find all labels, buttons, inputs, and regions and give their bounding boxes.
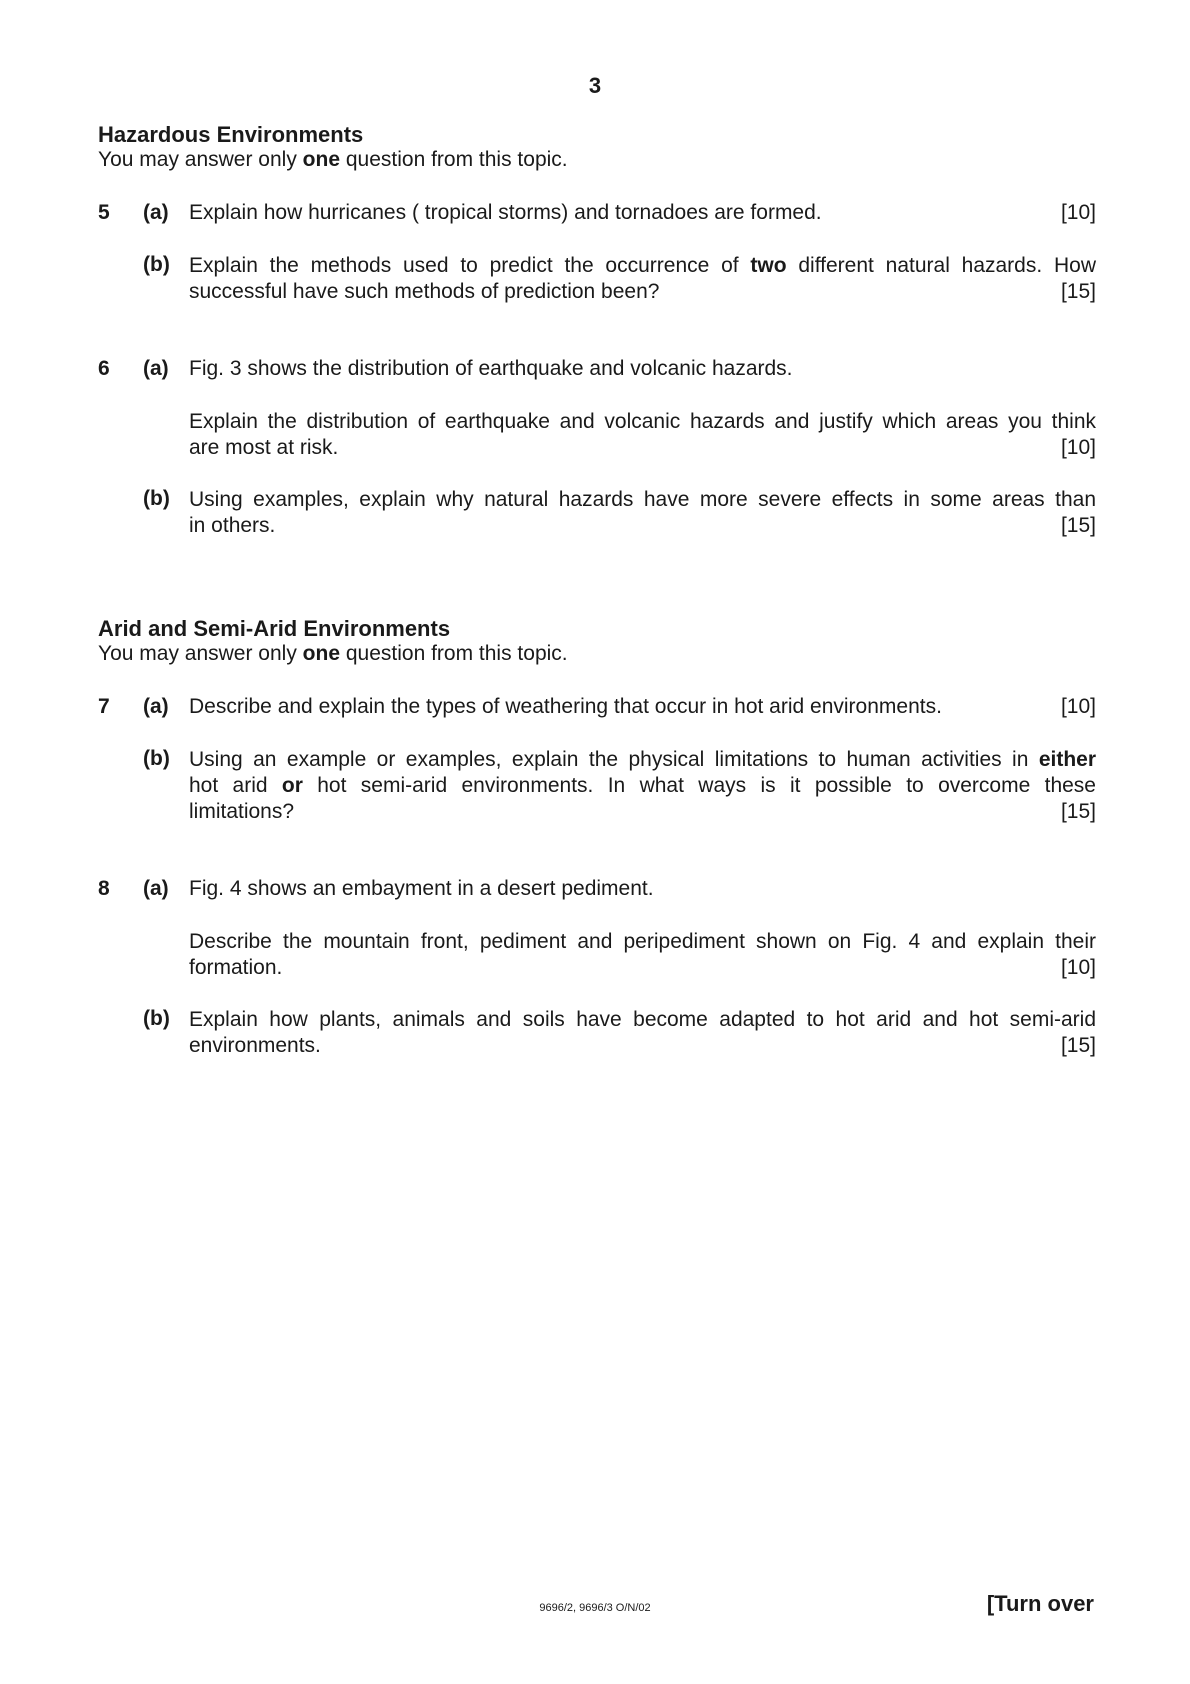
note-bold: one <box>302 642 341 665</box>
marks: [15] <box>1060 514 1096 537</box>
marks: [10] <box>1060 695 1096 718</box>
section-title-hazardous: Hazardous Environments <box>98 122 364 147</box>
question-line: Explain the distribution of earthquake and volcanic hazards and justify which areas you think <box>189 410 1096 433</box>
marks: [10] <box>1060 436 1096 459</box>
question-7b <box>189 747 1096 825</box>
text: in others. <box>189 514 276 537</box>
section-note-hazardous <box>98 148 568 172</box>
question-8a-intro <box>189 877 1096 901</box>
marks: [15] <box>1060 280 1096 303</box>
text: are most at risk. <box>189 436 339 459</box>
part-label: (a) <box>143 877 169 900</box>
text-bold: or <box>281 774 303 797</box>
question-text: Describe and explain the types of weathering that occur in hot arid environments. <box>189 695 942 718</box>
part-label: (a) <box>143 201 169 224</box>
text: hot arid <box>189 774 282 797</box>
part-label: (b) <box>143 487 170 510</box>
question-number: 7 <box>98 695 110 718</box>
text: limitations? <box>189 800 295 823</box>
question-6a-intro <box>189 357 1096 381</box>
question-line <box>189 955 1096 981</box>
text-bold: two <box>750 254 787 277</box>
question-text: Explain how hurricanes ( tropical storms) and tornadoes are formed. <box>189 201 822 224</box>
question-7a <box>189 695 1096 719</box>
section-note-arid <box>98 642 568 666</box>
question-8a <box>189 929 1096 981</box>
section-title-arid: Arid and Semi-Arid Environments <box>98 616 451 641</box>
marks: [15] <box>1060 1034 1096 1057</box>
question-line <box>189 1033 1096 1059</box>
note-text: question from this topic. <box>340 642 568 665</box>
note-bold: one <box>302 148 341 171</box>
part-label: (b) <box>143 1007 170 1030</box>
note-text: You may answer only <box>98 148 303 171</box>
question-line <box>189 799 1096 825</box>
question-text: Fig. 4 shows an embayment in a desert pediment. <box>189 877 654 900</box>
question-number: 5 <box>98 201 110 224</box>
part-label: (a) <box>143 695 169 718</box>
marks: [10] <box>1060 956 1096 979</box>
question-line <box>189 253 1096 279</box>
question-line <box>189 435 1096 461</box>
question-5b <box>189 253 1096 305</box>
text: Using an example or examples, explain the physical limitations to human activities in <box>189 748 1039 771</box>
page-number: 3 <box>588 73 602 98</box>
text: successful have such methods of prediction been? <box>189 280 660 303</box>
note-text: You may answer only <box>98 642 303 665</box>
question-number: 8 <box>98 877 110 900</box>
question-line: Describe the mountain front, pediment and peripediment shown on Fig. 4 and explain their <box>189 930 1096 953</box>
text: Explain the methods used to predict the occurrence of <box>189 254 751 277</box>
part-label: (b) <box>143 253 170 276</box>
part-label: (a) <box>143 357 169 380</box>
part-label: (b) <box>143 747 170 770</box>
turn-over-label: [Turn over <box>986 1591 1094 1616</box>
question-5a <box>189 201 1096 225</box>
question-8b <box>189 1007 1096 1059</box>
question-number: 6 <box>98 357 110 380</box>
question-line: Using examples, explain why natural hazards have more severe effects in some areas than <box>189 488 1096 511</box>
marks: [15] <box>1060 800 1096 823</box>
text-bold: either <box>1038 748 1096 771</box>
marks: [10] <box>1060 201 1096 224</box>
text: hot semi-arid environments. In what ways is it possible to overcome these <box>302 774 1096 797</box>
question-line <box>189 747 1096 773</box>
question-line: Explain how plants, animals and soils have become adapted to hot arid and hot semi-arid <box>189 1008 1096 1031</box>
question-text: Fig. 3 shows the distribution of earthquake and volcanic hazards. <box>189 357 793 380</box>
question-6a <box>189 409 1096 461</box>
paper-code: 9696/2, 9696/3 O/N/02 <box>539 1602 651 1614</box>
text: formation. <box>189 956 283 979</box>
question-line <box>189 773 1096 799</box>
text: different natural hazards. How <box>786 254 1096 277</box>
question-line <box>189 279 1096 305</box>
question-line <box>189 513 1096 539</box>
note-text: question from this topic. <box>340 148 568 171</box>
question-6b <box>189 487 1096 539</box>
text: environments. <box>189 1034 321 1057</box>
